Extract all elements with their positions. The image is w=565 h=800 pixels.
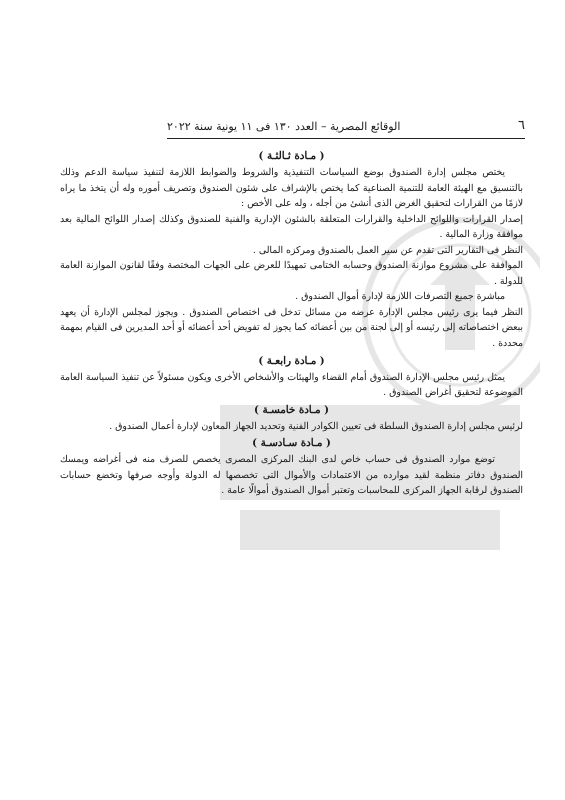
article-3-item-3: الموافقة على مشروع موازنة الصندوق وحسابه الختامى تمهيدًا للعرض على الجهات المختصة وفقًا لقانون الموازنة العامة للدولة . xyxy=(60,260,523,287)
page-header xyxy=(167,116,525,139)
article-5-text: لرئيس مجلس إدارة الصندوق السلطة فى تعيين الكوادر الفنية وتحديد الجهاز المعاون لإدارة أعمال الصندوق . xyxy=(109,420,523,432)
article-6-text: توضع موارد الصندوق فى حساب خاص لدى البنك المركزى المصرى يخصص للصرف منه فى أغراضه ويمسك الصندوق دفاتر منظمة لقيد موارده من الاعتمادات والأموال التى تخصصها له الدولة وأوجه صرفها وتخضع حسابات الصندوق لرقابة الجهاز المركزى للمحاسبات وتعتبر أموال الصندوق أموالًا عامة . xyxy=(60,454,523,497)
gazette-issue-title: الوقائع المصرية – العدد ١٣٠ فى ١١ يونية سنة ٢٠٢٢ xyxy=(167,120,401,133)
article-3-item-2: النظر فى التقارير التى تقدم عن سير العمل بالصندوق ومركزه المالى . xyxy=(252,244,523,256)
article-3-item-1: إصدار القرارات واللوائح الداخلية والقرارات المتعلقة بالشئون الإدارية والفنية للصندوق وكذلك إصدار اللوائح المالية بعد موافقة وزارة المالية . xyxy=(60,213,523,241)
article-3-intro: يختص مجلس إدارة الصندوق بوضع السياسات التنفيذية والشروط والضوابط اللازمة لتنفيذ سياسة الدعم وذلك بالتنسيق مع الهيئة العامة للتنمية الصناعية كما يختص بالإشراف على شئون الصندوق وتصريف أموره وله أن يتخذ ما يراه لازمًا من القرارات لتحقيق الغرض الذى أنشئ من أجله ، وله على الأخص : xyxy=(60,167,523,210)
article-3-item-4: مباشرة جميع التصرفات اللازمة لإدارة أموال الصندوق . xyxy=(295,291,505,303)
page-number: ٦ xyxy=(518,118,525,133)
article-4-title: ( مـادة رابعـة ) xyxy=(258,354,325,367)
article-6-title: ( مـادة سـادسـة ) xyxy=(252,437,331,450)
article-4-text: يمثل رئيس مجلس الإدارة الصندوق أمام القضاء والهيئات والأشخاص الأخرى ويكون مسئولاً عن تنفيذ السياسة العامة الموضوعة لتحقيق أغراض الصندوق . xyxy=(60,371,523,399)
document-body xyxy=(60,147,523,499)
article-3-item-5: النظر فيما يرى رئيس مجلس الإدارة عرضه من مسائل تدخل فى اختصاص الصندوق . ويجوز لمجلس الإدارة أن يعهد ببعض اختصاصاته إلى رئيسه أو إلى لجنة من بين أعضائه كما يجوز له تفويض أحد أعضائه أو أحد المديرين فى القيام بمهمة محددة . xyxy=(60,306,523,350)
article-5-title: ( مـادة خامسـة ) xyxy=(254,403,329,416)
article-3-title: ( مـادة ثـالثـة ) xyxy=(258,150,325,162)
